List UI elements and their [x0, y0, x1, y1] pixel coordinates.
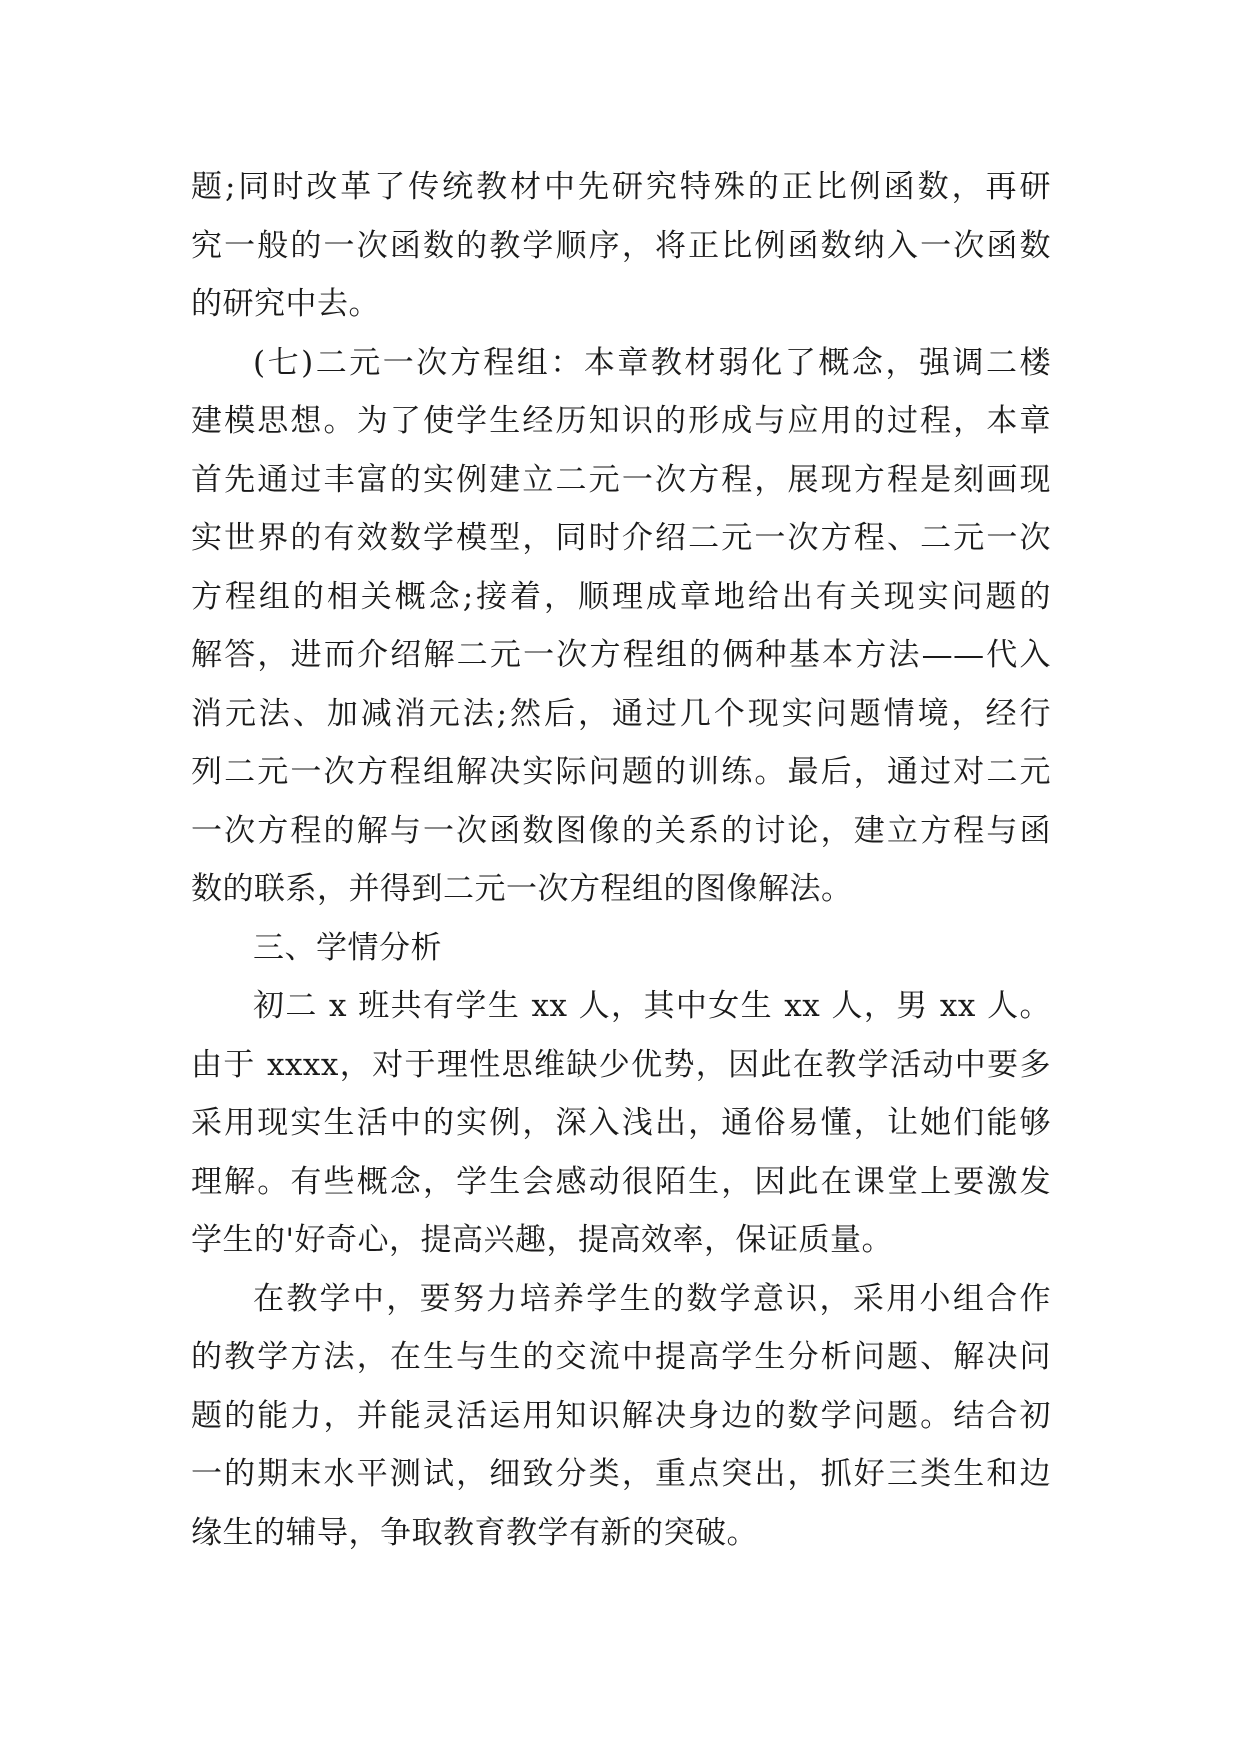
- document-body: [191, 158, 1051, 1562]
- text-line: 理解。有些概念，学生会感动很陌生，因此在课堂上要激发: [191, 1163, 1051, 1200]
- text-line: 由于 xxxx，对于理性思维缺少优势，因此在教学活动中要多: [191, 1046, 1051, 1083]
- text-line: 初二 x 班共有学生 xx 人，其中女生 xx 人，男 xx 人。: [253, 988, 1051, 1024]
- text-line: 一次方程的解与一次函数图像的关系的讨论，建立方程与函: [191, 812, 1051, 849]
- text-line: 缘生的辅导，争取教育教学有新的突破。: [191, 1514, 758, 1551]
- text-line: 究一般的一次函数的教学顺序，将正比例函数纳入一次函数: [191, 227, 1051, 264]
- text-line: 题;同时改革了传统教材中先研究特殊的正比例函数，再研: [191, 169, 1051, 205]
- text-line: 采用现实生活中的实例，深入浅出，通俗易懂，让她们能够: [191, 1105, 1051, 1141]
- text-line: 数的联系，并得到二元一次方程组的图像解法。: [191, 871, 853, 907]
- text-line: 实世界的有效数学模型，同时介绍二元一次方程、二元一次: [191, 520, 1051, 556]
- text-line: (七)二元一次方程组：本章教材弱化了概念，强调二楼: [253, 344, 1051, 381]
- text-line: 首先通过丰富的实例建立二元一次方程，展现方程是刻画现: [191, 461, 1051, 498]
- text-line: 三、学情分析: [253, 929, 442, 966]
- text-line: 建模思想。为了使学生经历知识的形成与应用的过程，本章: [191, 403, 1051, 439]
- text-line: 解答，进而介绍解二元一次方程组的俩种基本方法——代入: [191, 637, 1051, 673]
- text-line: 的教学方法，在生与生的交流中提高学生分析问题、解决问: [191, 1339, 1051, 1375]
- text-line: 的研究中去。: [191, 286, 380, 322]
- text-line: 一的期末水平测试，细致分类，重点突出，抓好三类生和边: [191, 1456, 1051, 1492]
- text-line: 题的能力，并能灵活运用知识解决身边的数学问题。结合初: [191, 1397, 1051, 1434]
- text-line: 在教学中，要努力培养学生的数学意识，采用小组合作: [253, 1280, 1051, 1317]
- text-line: 列二元一次方程组解决实际问题的训练。最后，通过对二元: [191, 754, 1051, 790]
- text-line: 方程组的相关概念;接着，顺理成章地给出有关现实问题的: [191, 578, 1051, 615]
- text-line: 学生的'好奇心，提高兴趣，提高效率，保证质量。: [191, 1222, 894, 1258]
- text-line: 消元法、加减消元法;然后，通过几个现实问题情境，经行: [191, 695, 1051, 732]
